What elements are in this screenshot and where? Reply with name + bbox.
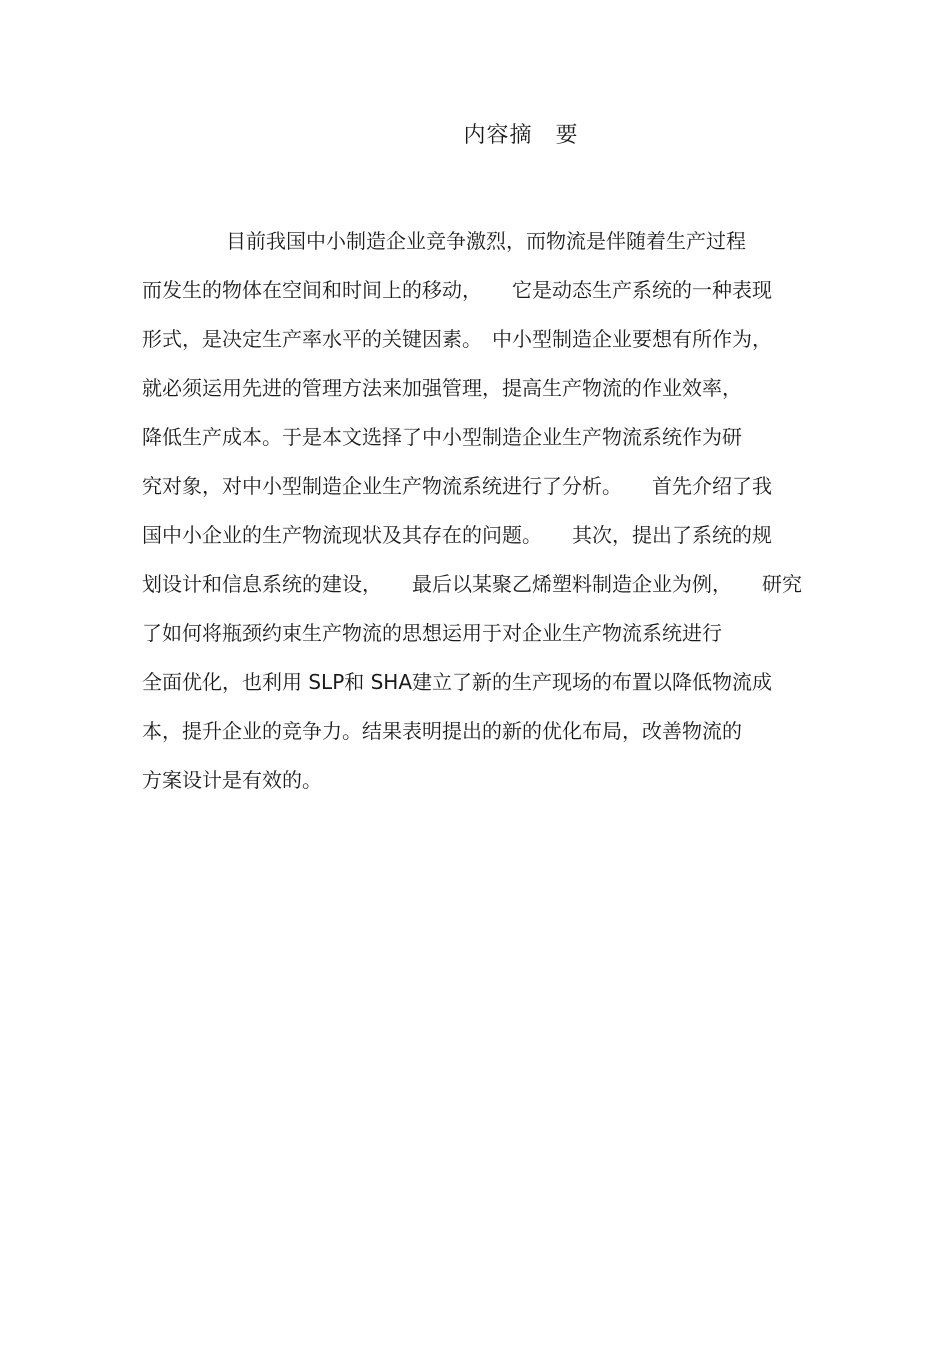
abstract-line: 目前我国中小制造企业竞争激烈，而物流是伴随着生产过程 (226, 229, 746, 253)
abstract-line: 就必须运用先进的管理方法来加强管理，提高生产物流的作业效率， (142, 376, 742, 400)
abstract-line: 国中小企业的生产物流现状及其存在的问题。 其次，提出了系统的规 (142, 523, 772, 547)
abstract-title: 内容摘 要 (463, 123, 579, 148)
abstract-line: 了如何将瓶颈约束生产物流的思想运用于对企业生产物流系统进行 (142, 621, 722, 645)
abstract-line: 形式，是决定生产率水平的关键因素。 中小型制造企业要想有所作为， (142, 327, 772, 351)
abstract-line: 降低生产成本。于是本文选择了中小型制造企业生产物流系统作为研 (142, 425, 742, 449)
abstract-line: 而发生的物体在空间和时间上的移动， 它是动态生产系统的一种表现 (142, 278, 772, 302)
abstract-line: 究对象，对中小型制造企业生产物流系统进行了分析。 首先介绍了我 (142, 474, 772, 498)
abstract-line: 方案设计是有效的。 (142, 768, 322, 792)
abstract-body (142, 217, 822, 805)
abstract-line: 划设计和信息系统的建设， 最后以某聚乙烯塑料制造企业为例， 研究 (142, 572, 802, 596)
abstract-line: 本，提升企业的竞争力。结果表明提出的新的优化布局，改善物流的 (142, 719, 742, 743)
abstract-line: 全面优化，也利用 SLP和 SHA建立了新的生产现场的布置以降低物流成 (142, 670, 773, 694)
